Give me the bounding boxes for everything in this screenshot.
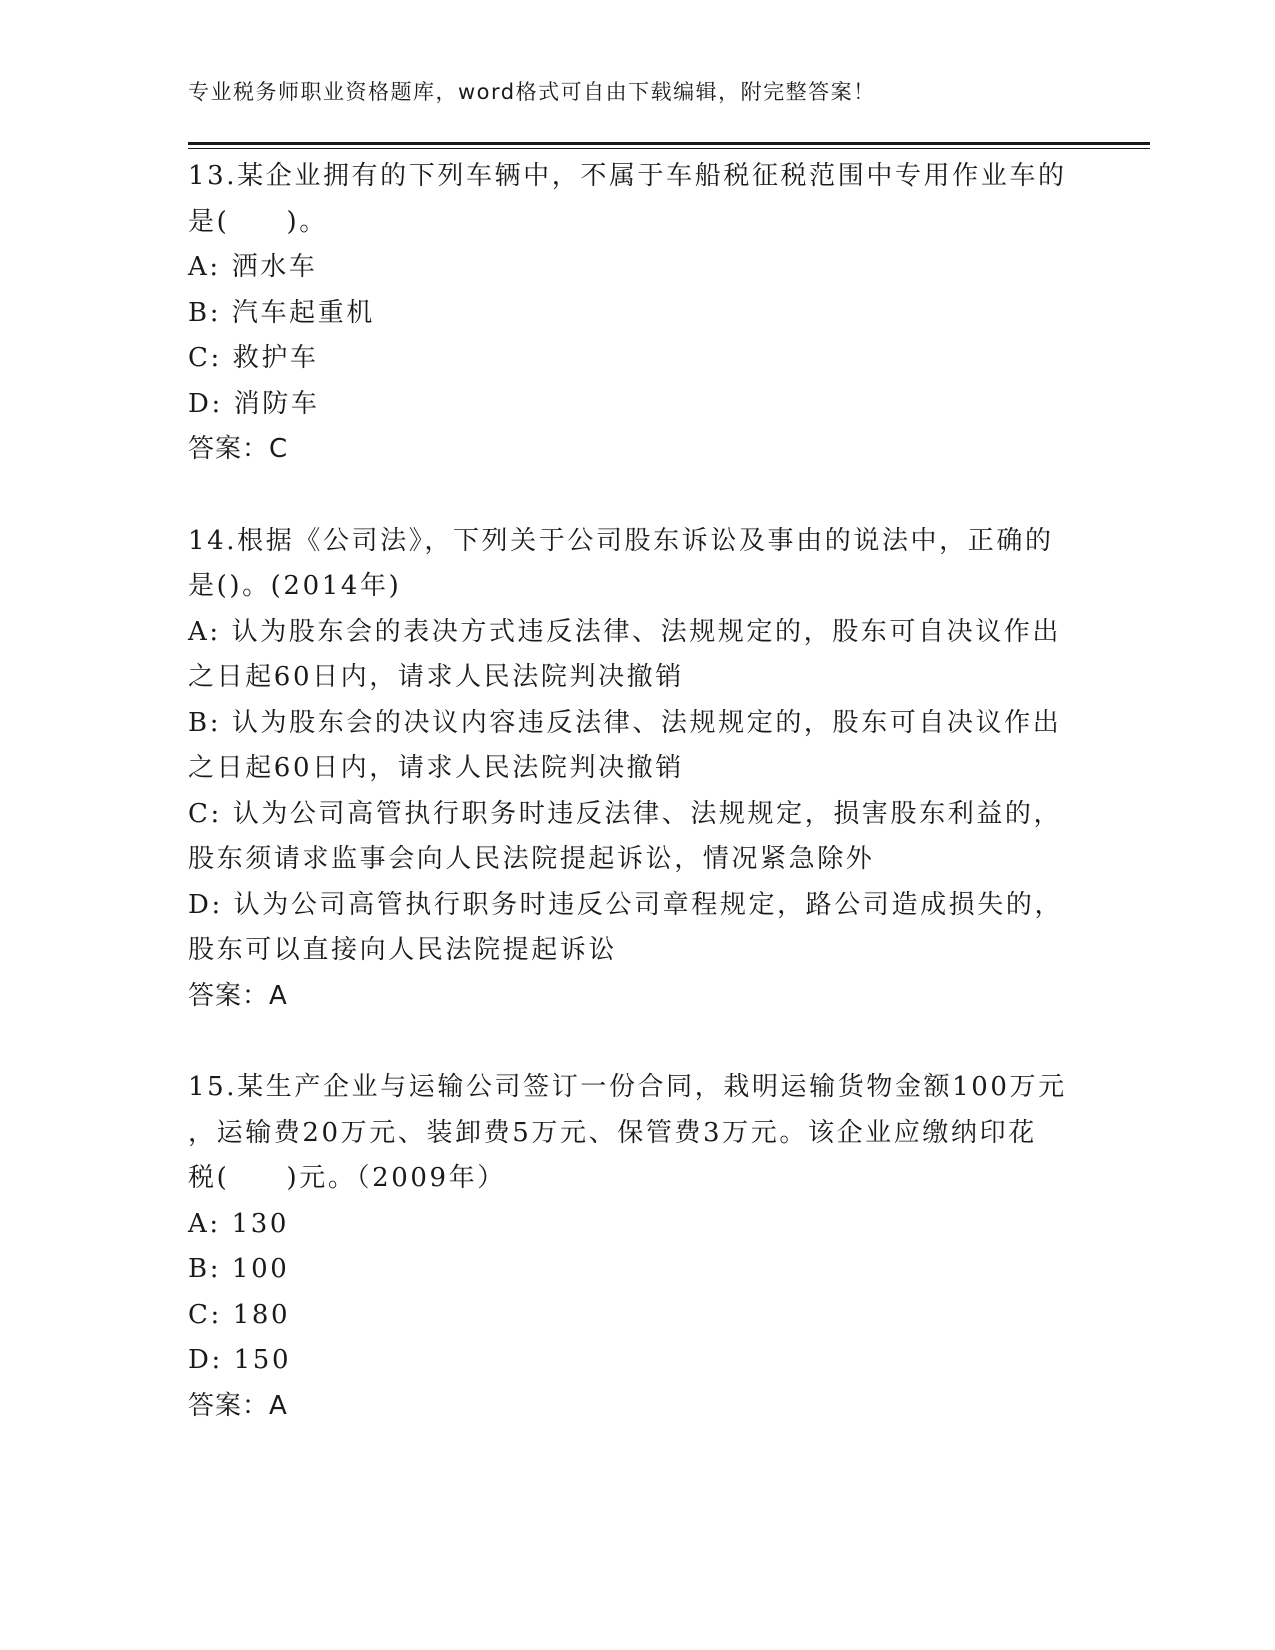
option-d-continued: 股东可以直接向人民法院提起诉讼 — [188, 935, 618, 965]
option-a: A: 130 — [188, 1208, 290, 1239]
header-divider-thin — [188, 148, 1150, 149]
option-b: B: 汽车起重机 — [188, 297, 375, 328]
question-stem-line: 是( )。 — [188, 206, 328, 237]
answer-label: 答案：C — [188, 434, 289, 464]
header-divider — [188, 142, 1150, 145]
option-a: A: 洒水车 — [188, 252, 318, 282]
question-list — [188, 154, 1068, 1429]
option-c-continued: 股东须请求监事会向人民法院提起诉讼，情况紧急除外 — [188, 844, 875, 874]
question-stem-line: 13.某企业拥有的下列车辆中，不属于车船税征税范围中专用作业车的 — [188, 161, 1067, 191]
question-stem-line: 税( )元。（2009年） — [188, 1163, 506, 1193]
question-stem-line: 是()。(2014年) — [188, 571, 402, 601]
question-15 — [188, 1065, 1068, 1429]
option-b-continued: 之日起60日内，请求人民法院判决撤销 — [188, 753, 684, 783]
question-14 — [188, 519, 1068, 1020]
option-a-continued: 之日起60日内，请求人民法院判决撤销 — [188, 662, 684, 692]
option-d: D: 消防车 — [188, 388, 320, 419]
option-a: A: 认为股东会的表决方式违反法律、法规规定的，股东可自决议作出 — [188, 616, 1062, 647]
question-stem-line: 15.某生产企业与运输公司签订一份合同，栽明运输货物金额100万元 — [188, 1072, 1067, 1102]
answer-label: 答案：A — [188, 980, 288, 1011]
page-header: 专业税务师职业资格题库，word格式可自由下载编辑，附完整答案！ — [188, 80, 876, 104]
option-c: C: 认为公司高管执行职务时违反法律、法规规定，损害股东利益的， — [188, 798, 1063, 829]
option-c: C: 180 — [188, 1299, 291, 1330]
option-c: C: 救护车 — [188, 343, 319, 373]
option-b: B: 100 — [188, 1254, 290, 1284]
answer-label: 答案：A — [188, 1390, 288, 1421]
option-d: D: 认为公司高管执行职务时违反公司章程规定，路公司造成损失的， — [188, 889, 1064, 920]
question-stem-line: ，运输费20万元、装卸费5万元、保管费3万元。该企业应缴纳印花 — [188, 1117, 1037, 1148]
option-b: B: 认为股东会的决议内容违反法律、法规规定的，股东可自决议作出 — [188, 707, 1062, 738]
option-d: D: 150 — [188, 1345, 292, 1375]
question-stem-line: 14.根据《公司法》，下列关于公司股东诉讼及事由的说法中，正确的 — [188, 525, 1054, 556]
question-13 — [188, 154, 1068, 473]
